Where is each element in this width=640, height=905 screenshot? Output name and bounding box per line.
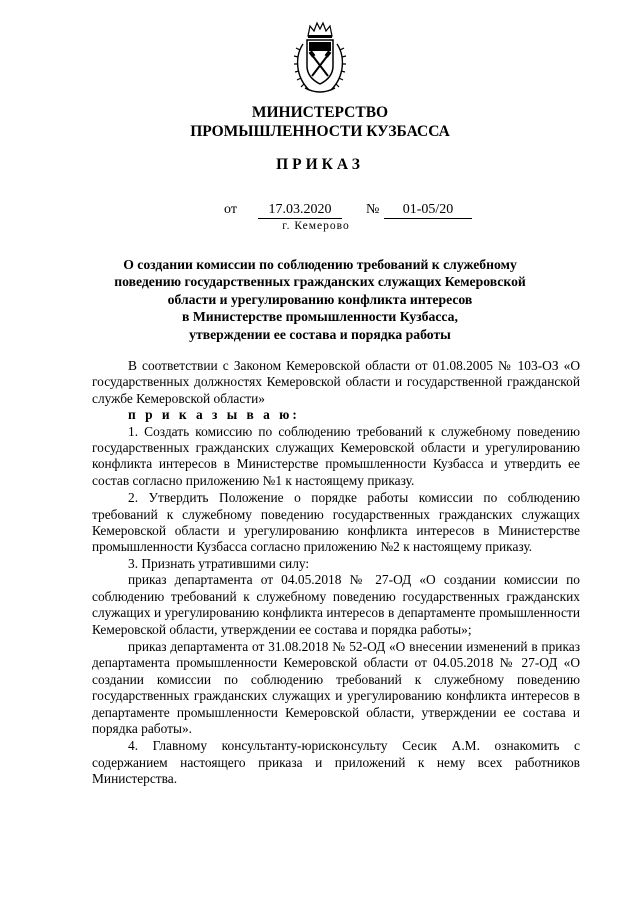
city-label: г. Кемерово: [282, 220, 350, 232]
order-item-3: 3. Признать утратившими силу:: [128, 555, 310, 571]
order-subject: [100, 256, 540, 343]
subject-line: в Министерстве промышленности Кузбасса,: [182, 309, 458, 325]
repealed-order-1: приказ департамента от 04.05.2018 № 27-ОД «О создании комиссии по соблюдению требований к служебному поведению государственных гражданских служащих и урегулированию конфликта интересов в департаменте промышленности Кемеровской области, утверждении ее состава и порядка работы»;: [92, 572, 580, 637]
decree-word: п р и к а з ы в а ю:: [128, 407, 300, 423]
order-item-1: 1. Создать комиссию по соблюдению требований к служебному поведению государственных гражданских служащих Кемеровской области и урегулированию конфликта интересов в Министерстве промышленности Кузбасса и утвердить ее состав согласно приложению №1 к настоящему приказу.: [92, 423, 580, 488]
ministry-name-line1: МИНИСТЕРСТВО: [251, 104, 389, 121]
date-label: от: [224, 202, 237, 217]
order-number: 01-05/20: [384, 201, 472, 219]
subject-line: утверждении ее состава и порядка работы: [189, 326, 451, 342]
preamble-paragraph: В соответствии с Законом Кемеровской области от 01.08.2005 № 103-ОЗ «О государственных должностях Кемеровской области и государственной гражданской службе Кемеровской области»: [92, 358, 580, 406]
kuzbass-coat-of-arms-icon: [291, 20, 349, 96]
order-item-2: 2. Утвердить Положение о порядке работы комиссии по соблюдению требований к служебному поведению государственных гражданских служащих Кемеровской области и урегулированию конфликта интересов в Министерстве промышленности Кузбасса согласно приложению №2 к настоящему приказу.: [92, 490, 580, 555]
ministry-name-line2: ПРОМЫШЛЕННОСТИ КУЗБАССА: [190, 123, 450, 140]
number-label: №: [366, 202, 380, 217]
order-item-4: 4. Главному консультанту-юрисконсульту Сесик А.М. ознакомить с содержанием настоящего приказа и приложений к нему всех работников Министерства.: [92, 738, 580, 787]
subject-line: области и урегулированию конфликта интересов: [167, 291, 473, 307]
order-date: 17.03.2020: [258, 201, 342, 219]
repealed-order-2: приказ департамента от 31.08.2018 № 52-ОД «О внесении изменений в приказ департамента промышленности Кемеровской области от 04.05.2018 № 27-ОД «О создании комиссии по соблюдению требований к служебному поведению государственных гражданских служащих и урегулированию конфликта интересов в департаменте промышленности Кемеровской области, утверждении ее состава и порядка работы».: [92, 638, 580, 736]
order-body: [92, 358, 580, 788]
subject-line: О создании комиссии по соблюдению требований к служебному: [123, 257, 517, 272]
subject-line: поведению государственных гражданских служащих Кемеровской: [114, 274, 526, 290]
document-type-title: ПРИКАЗ: [276, 156, 364, 173]
